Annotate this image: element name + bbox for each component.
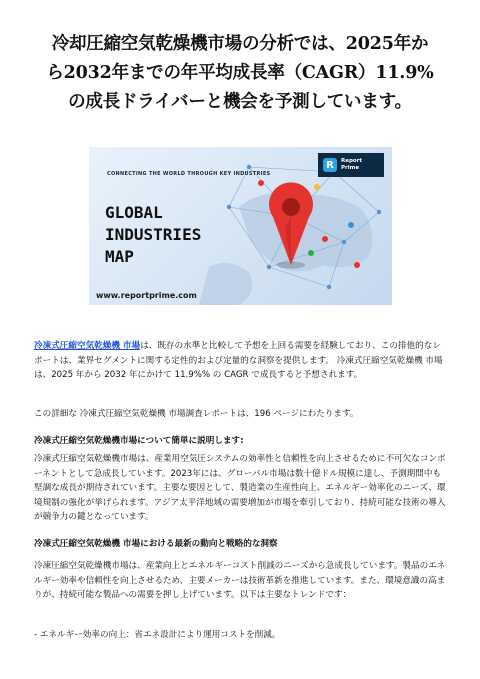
logo-line-1: Report xyxy=(341,158,363,164)
pages-note-text: この詳細な 冷凍式圧縮空気乾燥機 市場調査レポートは、196 ページにわたります。 xyxy=(34,409,359,419)
banner-heading-2: INDUSTRIES xyxy=(105,225,202,244)
title-line-3: の成長ドライバーと機会を予測しています。 xyxy=(68,92,412,112)
logo-text xyxy=(341,158,362,172)
section-2-text: 冷凍圧縮空気乾燥機市場は、産業向上とエネルギーコスト削減のニーズから急成長しています。製品のエネルギー効率や信頼性を向上させるため、主要メーカーは技術革新を推進しています。また、環境意識の高まりが、持続可能な製品への需要を押し上げています。以下は主要なトレンドです： xyxy=(34,561,446,601)
section-1-heading: 冷凍式圧縮空気乾燥機市場について簡単に説明します: xyxy=(34,436,244,446)
map-landmass-2 xyxy=(199,263,252,305)
banner-heading-3: MAP xyxy=(105,247,134,266)
intro-paragraph xyxy=(34,339,446,383)
page-title xyxy=(20,30,460,117)
title-line-2: ら2032年までの年平均成長率（CAGR）11.9% xyxy=(46,63,434,83)
report-prime-logo xyxy=(318,153,384,177)
intro-text: は、既存の水準と比較して予想を上回る需要を経験しており、この排他的なレポートは、業界セグメントに関する定性的および定量的な洞察を提供します。 冷凍式圧縮空気乾燥機 市場は、2025 年から 2032 年にかけて 11.9%% の CAGR で成長すると予想されます。 xyxy=(34,341,443,381)
bullet-item: - エネルギー効率の向上：省エネ設計により運用コストを削減。 xyxy=(34,630,281,640)
section-2-body xyxy=(34,559,446,603)
section-2-heading: 冷凍式圧縮空気乾燥機 市場における最新の動向と戦略的な洞察 xyxy=(34,539,278,549)
market-link[interactable]: 冷凍式圧縮空気乾燥機 市場 xyxy=(34,341,141,351)
banner-image xyxy=(89,147,392,305)
title-line-1: 冷却圧縮空気乾燥機市場の分析では、2025年か xyxy=(51,34,429,54)
section-1-body xyxy=(34,452,446,525)
banner-url: www.reportprime.com xyxy=(96,291,197,300)
section-1-text: 冷凍式圧縮空気乾燥機市場は、産業用空気圧システムの効率性と信頼性を向上させるために不可欠なコンポーネントとして急成長しています。2023年には、グローバル市場は数十億ドル規模に達し、予測期間中も堅調な成長が期待されています。主要な要因として、製造業の生産性向上、エネルギー効率化のニーズ、環境規制の強化が挙げられます。アジア太平洋地域の需要増加が市場を牽引しており、持続可能な技術の導入が競争力の鍵となっています。 xyxy=(34,454,446,523)
banner-tagline: CONNECTING THE WORLD THROUGH KEY INDUSTRIES xyxy=(107,171,271,177)
banner-heading-1: GLOBAL xyxy=(105,203,163,222)
logo-line-2: Prime xyxy=(341,165,360,171)
pages-note xyxy=(34,407,446,422)
logo-mark-icon: R xyxy=(323,158,337,172)
